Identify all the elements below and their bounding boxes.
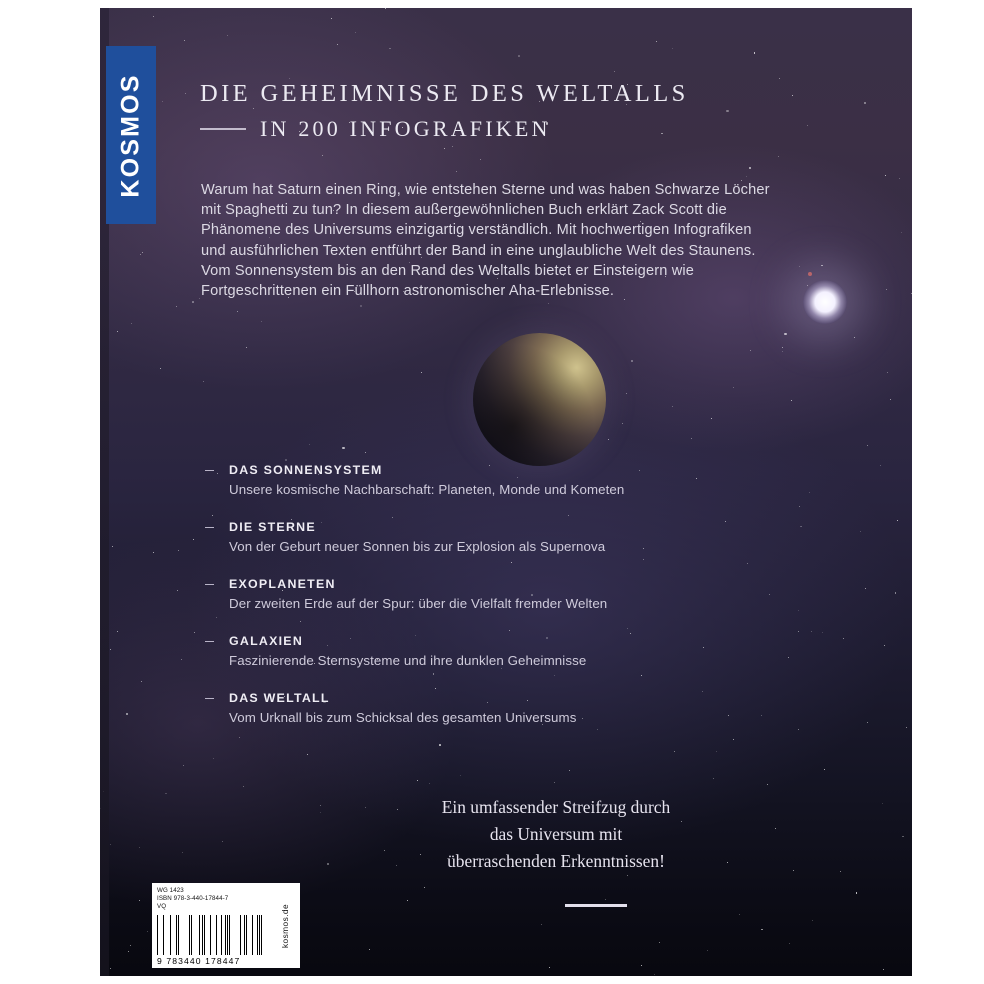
tagline-line-3: überraschenden Erkenntnissen! (447, 851, 665, 871)
bright-star-graphic (803, 280, 847, 324)
barcode-code: VQ (157, 903, 167, 911)
barcode-block (152, 883, 300, 968)
topic-title: DAS SONNENSYSTEM (229, 463, 383, 477)
book-cover-artwork (100, 8, 912, 976)
decorative-rule (200, 128, 246, 130)
cover-blurb-text: Warum hat Saturn einen Ring, wie entstehen Sterne und was haben Schwarze Löcher mit Spaghetti zu tun? In diesem außergewöhnlichen Buch erklärt Zack Scott die Phänomene des Universums einzigartig verständlich. Mit hochwertigen Infografiken und ausführlichen Texten entführt der Band in eine unglaubliche Welt des Staunens. Vom Sonnensystem bis an den Rand des Weltalls bietet er Einsteigern wie Fortgeschrittenen ein Füllhorn astronomischer Aha-Erlebnisse. (201, 182, 770, 300)
tagline-line-2: das Universum mit (489, 824, 623, 844)
list-item (205, 577, 765, 611)
list-item (205, 634, 765, 668)
barcode-website-strip (270, 883, 300, 968)
topic-description: Von der Geburt neuer Sonnen bis zur Explosion als Supernova (229, 539, 606, 554)
kosmos-logo-text: KOSMOS (116, 72, 145, 198)
dash-icon (205, 527, 214, 528)
list-item (205, 520, 765, 554)
dash-icon (205, 698, 214, 699)
topic-title: EXOPLANETEN (229, 577, 336, 591)
topic-title: DAS WELTALL (229, 691, 330, 705)
tagline-line-1: Ein umfassender Streifzug durch (441, 797, 671, 817)
dash-icon (205, 584, 214, 585)
list-item (205, 691, 765, 725)
barcode-bars (157, 915, 266, 955)
tagline-rule (565, 904, 627, 907)
barcode-number: 9 783440 178447 (157, 956, 241, 966)
topic-title: GALAXIEN (229, 634, 304, 648)
dash-icon (205, 470, 214, 471)
barcode-left-column (152, 883, 270, 968)
barcode-wg-code: WG 1423 (157, 887, 184, 894)
topic-title: DIE STERNE (229, 520, 316, 534)
cover-headline: DIE GEHEIMNISSE DES WELTALLS (200, 80, 689, 107)
topic-description: Der zweiten Erde auf der Spur: über die Vielfalt fremder Welten (229, 596, 608, 611)
kosmos-publisher-logo (106, 46, 156, 224)
red-star-graphic (808, 272, 812, 276)
cover-subheadline-row (200, 116, 551, 142)
planet-graphic (473, 333, 606, 466)
dash-icon (205, 641, 214, 642)
cover-tagline (406, 794, 706, 875)
topic-description: Vom Urknall bis zum Schicksal des gesamten Universums (229, 710, 577, 725)
topic-description: Unsere kosmische Nachbarschaft: Planeten, Monde und Kometen (229, 482, 625, 497)
topic-description: Faszinierende Sternsysteme und ihre dunklen Geheimnisse (229, 653, 587, 668)
publisher-website: kosmos.de (280, 903, 291, 948)
barcode-isbn: ISBN 978-3-440-17844-7 (157, 895, 229, 903)
list-item (205, 463, 765, 497)
cover-subheadline: IN 200 INFOGRAFIKEN (260, 116, 551, 141)
topics-list (205, 463, 765, 748)
